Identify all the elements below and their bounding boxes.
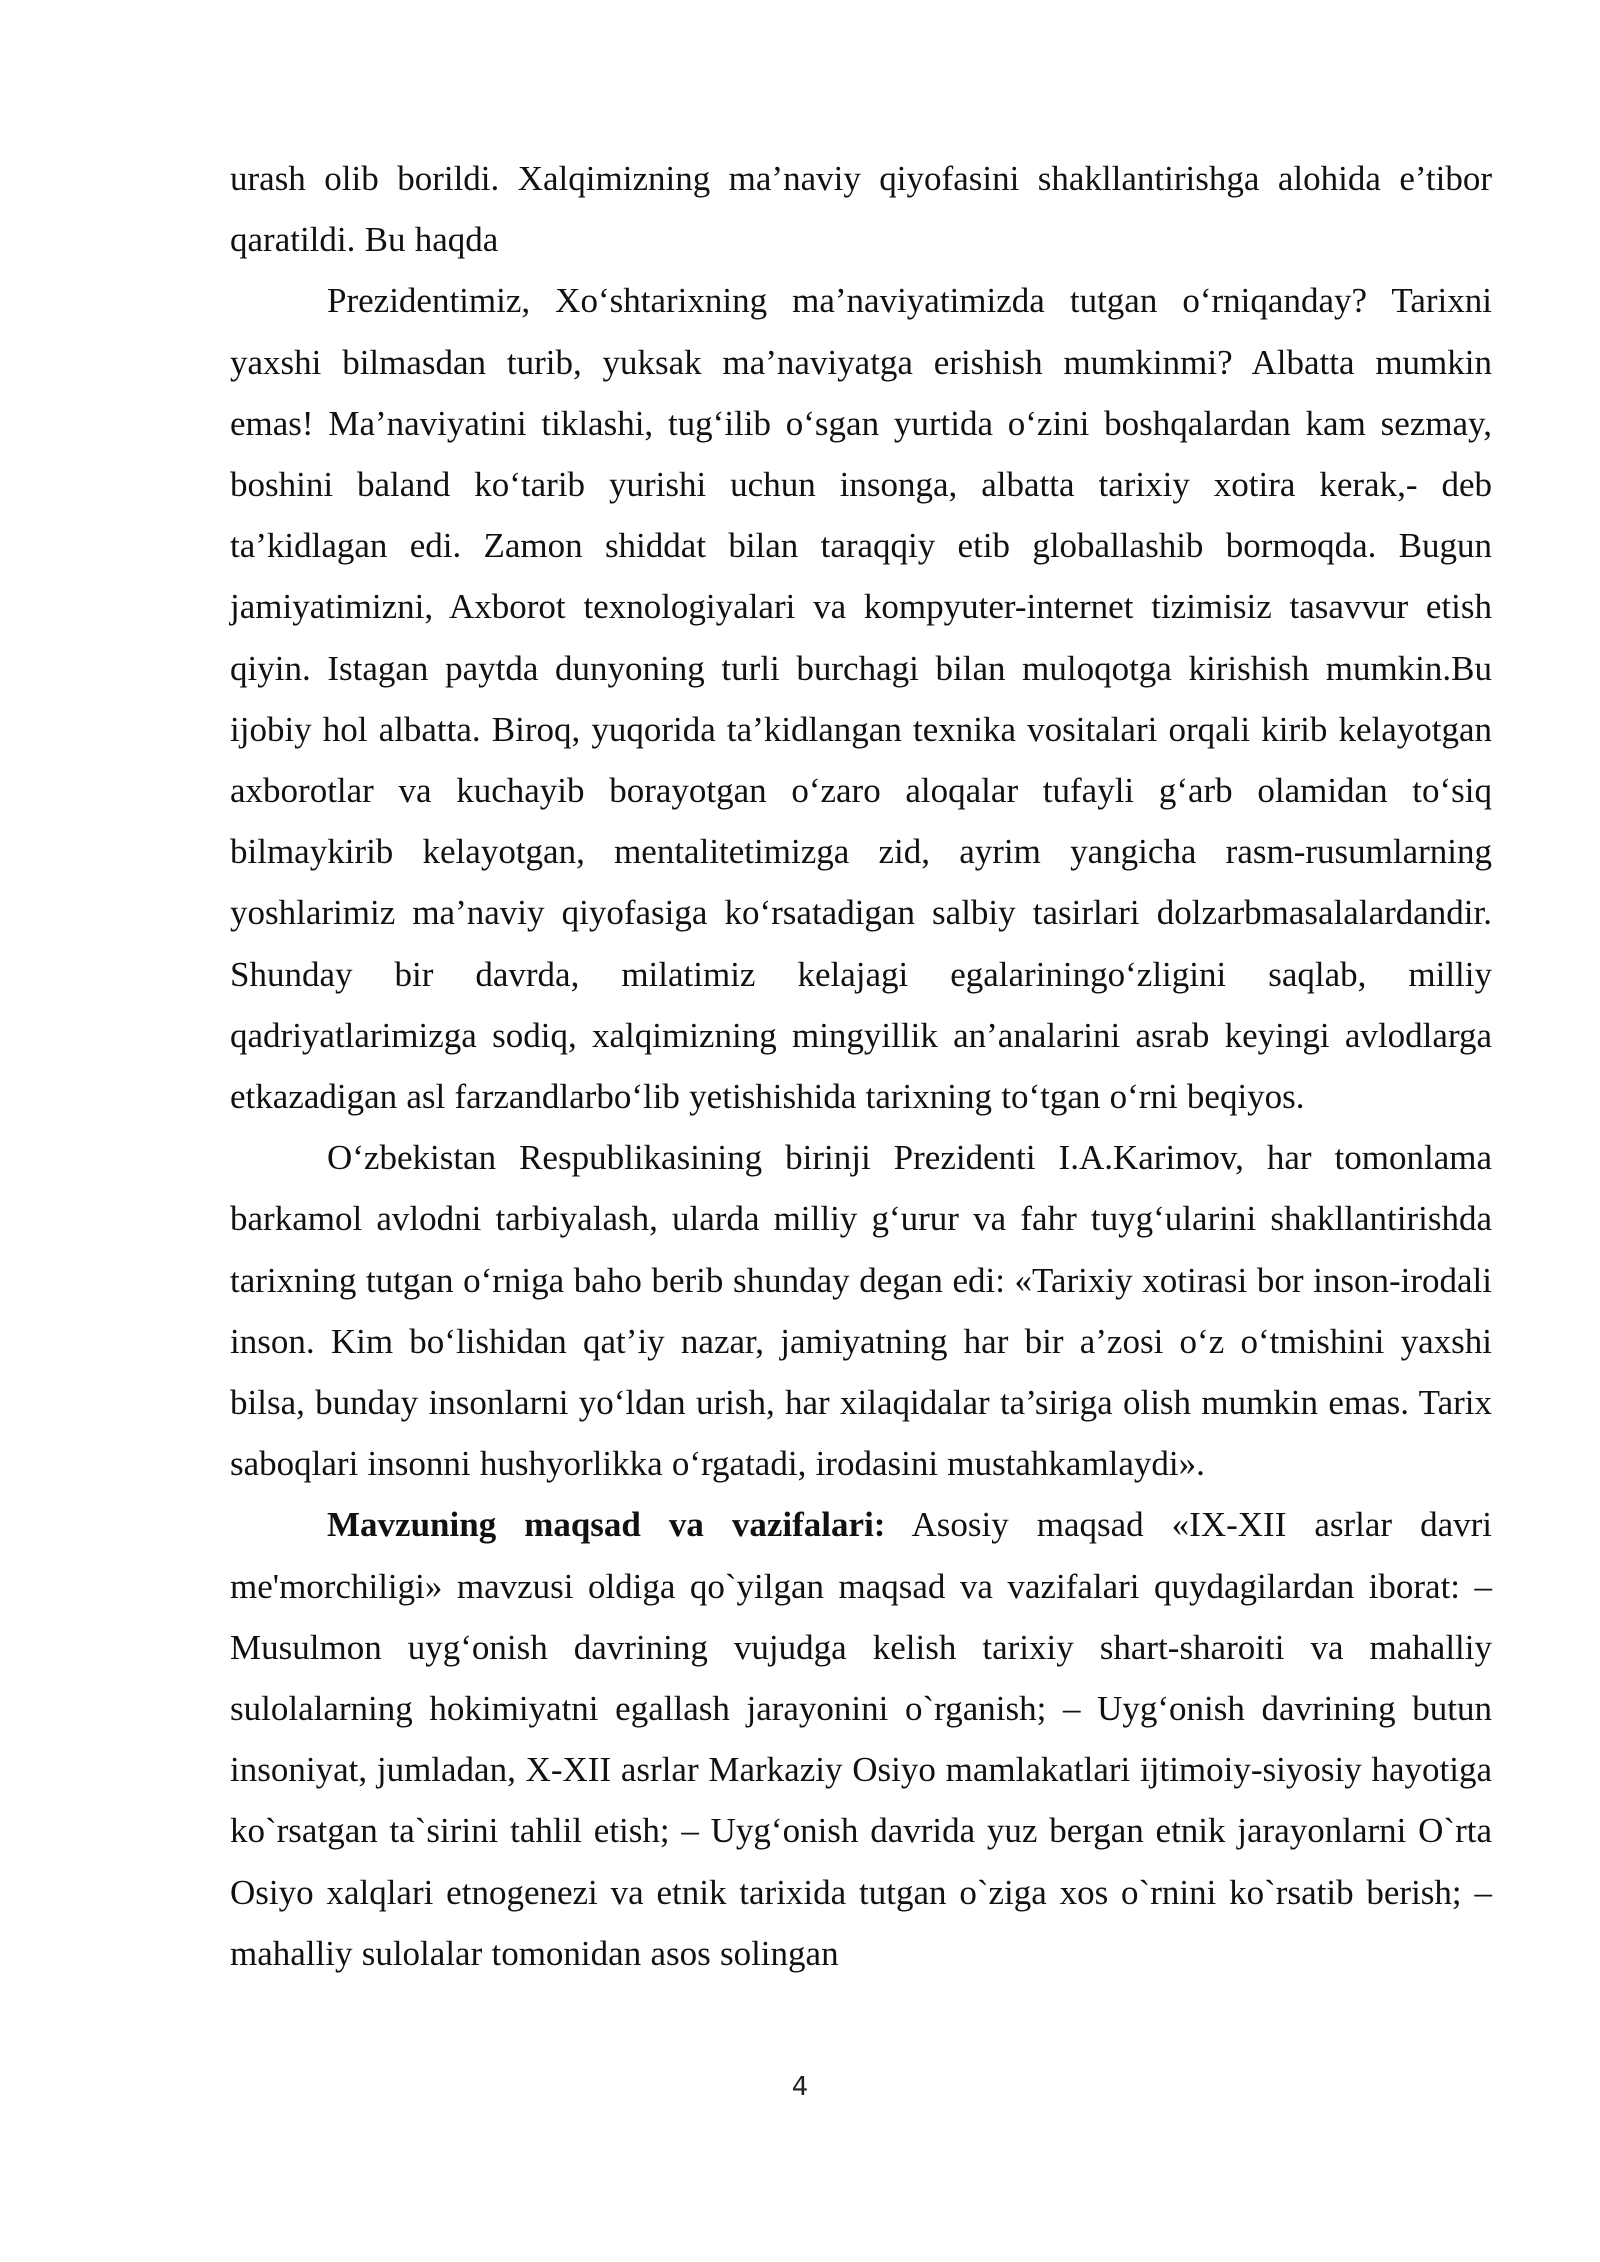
paragraph-4-lead: Mavzuning maqsad va vazifalari: xyxy=(327,1505,886,1545)
paragraph-3 xyxy=(230,1127,1492,1494)
paragraph-2-text: Prezidentimiz, Xo‘shtarixning ma’naviyatimizda tutgan o‘rniqanday? Tarixni yaxshi bilmasdan turib, yuksak ma’naviyatga erishish mumkinmi? Albatta mumkin emas! Ma’naviyatini tiklashi, tug‘ilib o‘sgan yurtida o‘zini boshqalardan kam sezmay, boshini baland ko‘tarib yurishi uchun insonga, albatta tarixiy xotira kerak,- deb ta’kidlagan edi. Zamon shiddat bilan taraqqiy etib globallashib bormoqda. Bugun jamiyatimizni, Axborot texnologiyalari va kompyuter-internet tizimisiz tasavvur etish qiyin. Istagan paytda dunyoning turli burchagi bilan muloqotga kirishish mumkin.Bu ijobiy hol albatta. Biroq, yuqorida ta’kidlangan texnika vositalari orqali kirib kelayotgan axborotlar va kuchayib borayotgan o‘zaro aloqalar tufayli g‘arb olamidan to‘siq bilmaykirib kelayotgan, mentalitetimizga zid, ayrim yangicha rasm-rusumlarning yoshlarimiz ma’naviy qiyofasiga ko‘rsatadigan salbiy tasirlari dolzarbmasalalardandir. Shunday bir davrda, milatimiz kelajagi egalariningo‘zligini saqlab, milliy qadriyatlarimizga sodiq, xalqimizning mingyillik an’analarini asrab keyingi avlodlarga etkazadigan asl farzandlarbo‘lib yetishishida tarixning to‘tgan o‘rni beqiyos. xyxy=(230,281,1492,1117)
paragraph-1-text: urash olib borildi. Xalqimizning ma’naviy qiyofasini shakllantirishga alohida e’tibor qaratildi. Bu haqda xyxy=(230,159,1492,260)
paragraph-3-text: O‘zbekistan Respublikasining birinji Prezidenti I.A.Karimov, har tomonlama barkamol avlodni tarbiyalash, ularda milliy g‘urur va fahr tuyg‘ularini shakllantirishda tarixning tutgan o‘rniga baho berib shunday degan edi: «Tarixiy xotirasi bor inson-irodali inson. Kim bo‘lishidan qat’iy nazar, jamiyatning har bir a’zosi o‘z o‘tmishini yaxshi bilsa, bunday insonlarni yo‘ldan urish, har xilaqidalar ta’siriga olish mumkin emas. Tarix saboqlari insonni hushyorlikka o‘rgatadi, irodasini mustahkamlaydi». xyxy=(230,1138,1492,1484)
paragraph-4-text: Asosiy maqsad «IX-XII asrlar davri me'morchiligi» mavzusi oldiga qo`yilgan maqsad va vazifalari quydagilardan iborat: – Musulmon uyg‘onish davrining vujudga kelish tarixiy shart-sharoiti va mahalliy sulolalarning hokimiyatni egallash jarayonini o`rganish; – Uyg‘onish davrining butun insoniyat, jumladan, X-XII asrlar Markaziy Osiyo mamlakatlari ijtimoiy-siyosiy hayotiga ko`rsatgan ta`sirini tahlil etish; – Uyg‘onish davrida yuz bergan etnik jarayonlarni O`rta Osiyo xalqlari etnogenezi va etnik tarixida tutgan o`ziga xos o`rnini ko`rsatib berish; – mahalliy sulolalar tomonidan asos solingan xyxy=(230,1505,1492,1973)
paragraph-2 xyxy=(230,270,1492,1127)
paragraph-1 xyxy=(230,148,1492,270)
paragraph-4 xyxy=(230,1494,1492,1984)
page-number: 4 xyxy=(791,2072,809,2102)
document-body xyxy=(230,148,1492,1984)
